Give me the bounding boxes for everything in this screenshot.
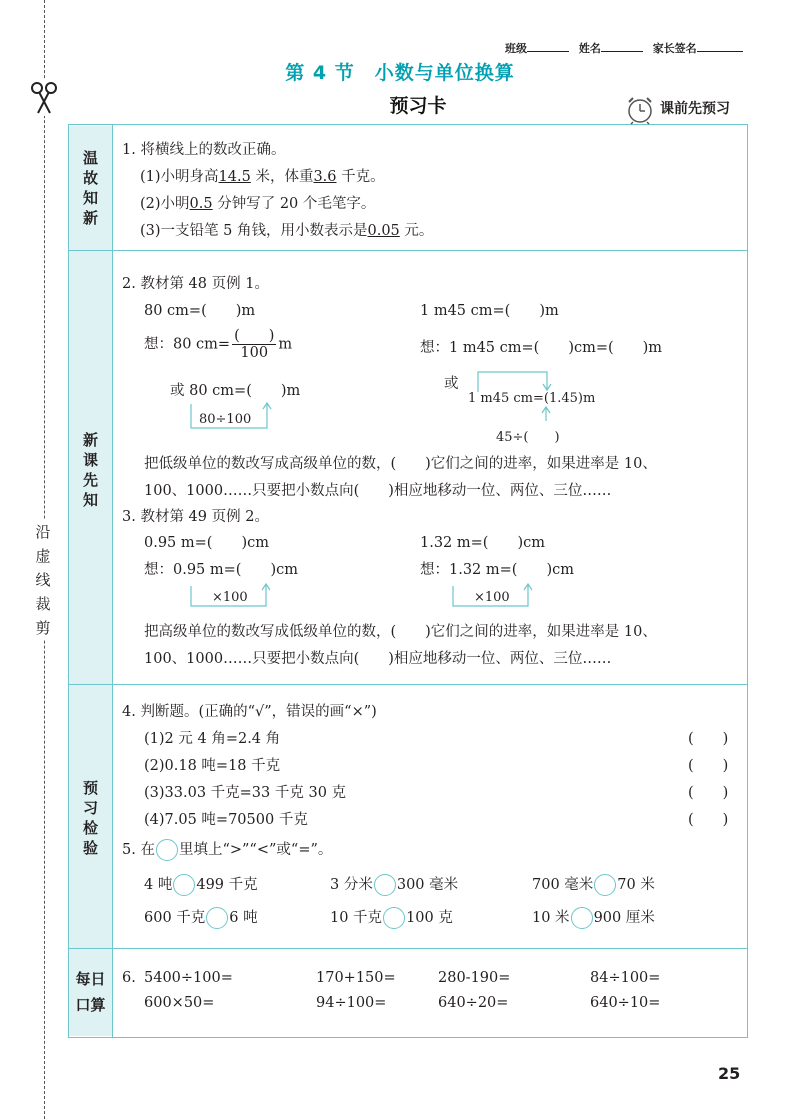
class-label: 班级 bbox=[505, 42, 527, 55]
label-char: 预 bbox=[82, 779, 98, 797]
text: 900 厘米 bbox=[593, 910, 655, 926]
scissors-icon bbox=[26, 80, 62, 116]
text: 元。 bbox=[399, 223, 434, 239]
q5-r1-c2 bbox=[330, 873, 458, 896]
compare-circle[interactable] bbox=[173, 874, 195, 896]
card-label: 预习卡 bbox=[372, 92, 464, 120]
underlined-value: 14.5 bbox=[218, 169, 251, 185]
q2-right-line2: 想：1 m45 cm=( )cm=( )m bbox=[420, 340, 663, 356]
text: 600 千克 bbox=[144, 910, 206, 926]
q2-rule-line1: 把低级单位的数改写成高级单位的数，( )它们之间的进率，如果进率是 10、 bbox=[144, 456, 657, 472]
q2-right-line3: 1 m45 cm=(1.45)m bbox=[468, 391, 596, 406]
q3-right-line2: 想：1.32 m=( )cm bbox=[420, 562, 574, 578]
q2-right-box-label: 45÷( ) bbox=[496, 430, 560, 445]
q2-left-line1: 80 cm=( )m bbox=[144, 303, 256, 319]
fraction-denominator: 100 bbox=[240, 345, 269, 361]
column-divider bbox=[112, 124, 113, 1038]
arrow-bottom bbox=[480, 405, 570, 425]
label-char: 知 bbox=[82, 491, 98, 509]
q5-r1-c1 bbox=[144, 873, 258, 896]
underlined-value: 0.5 bbox=[189, 196, 213, 212]
text: 千克。 bbox=[336, 169, 385, 185]
text: 5. 在 bbox=[122, 842, 155, 858]
q3-left-line1: 0.95 m=( )cm bbox=[144, 535, 269, 551]
text: 10 千克 bbox=[330, 910, 383, 926]
text: 分钟写了 20 个毛笔字。 bbox=[212, 196, 376, 212]
q3-rule-line1: 把高级单位的数改写成低级单位的数，( )它们之间的进率，如果进率是 10、 bbox=[144, 624, 657, 640]
arrow-top bbox=[470, 370, 560, 398]
text: 4 吨 bbox=[144, 877, 173, 893]
q6-r1-c1: 5400÷100= bbox=[144, 970, 233, 986]
text: 里填上“>”“<”或“=”。 bbox=[178, 842, 333, 858]
q6-r2-c1: 600×50= bbox=[144, 995, 215, 1011]
q4-answer-3[interactable]: ( ) bbox=[688, 785, 729, 801]
text: (3)一支铅笔 5 角钱，用小数表示是 bbox=[140, 223, 368, 239]
name-label: 姓名 bbox=[578, 42, 601, 55]
text: 10 米 bbox=[532, 910, 570, 926]
label-char: 故 bbox=[82, 169, 98, 187]
q4-item-3: (3)33.03 千克=33 千克 30 克 bbox=[144, 785, 347, 801]
label-char: 先 bbox=[82, 471, 98, 489]
q2-stem: 2. 教材第 48 页例 1。 bbox=[122, 276, 269, 292]
q1-item-2 bbox=[140, 192, 375, 213]
label-check bbox=[69, 778, 112, 858]
q4-stem: 4. 判断题。(正确的“√”，错误的画“×”) bbox=[122, 704, 377, 720]
q6-r1-c3: 280-190= bbox=[438, 970, 511, 986]
q4-answer-2[interactable]: ( ) bbox=[688, 758, 729, 774]
text: 499 千克 bbox=[196, 877, 258, 893]
fraction-numerator: ( ) bbox=[234, 328, 275, 344]
text: 想：80 cm= bbox=[144, 336, 231, 353]
q4-item-2: (2)0.18 吨=18 千克 bbox=[144, 758, 281, 774]
preview-caption: 课前先预习 bbox=[660, 101, 730, 117]
q4-answer-4[interactable]: ( ) bbox=[688, 812, 729, 828]
q3-left-line2: 想：0.95 m=( )cm bbox=[144, 562, 298, 578]
compare-circle[interactable] bbox=[374, 874, 396, 896]
label-char: 检 bbox=[82, 819, 98, 837]
alarm-clock-icon bbox=[624, 93, 656, 125]
q3-right-box-label: ×100 bbox=[474, 590, 510, 605]
q5-r2-c2 bbox=[330, 906, 453, 929]
divider bbox=[68, 948, 748, 949]
q4-item-4: (4)7.05 吨=70500 千克 bbox=[144, 812, 308, 828]
compare-circle[interactable] bbox=[594, 874, 616, 896]
label-char: 习 bbox=[82, 799, 98, 817]
cut-char: 剪 bbox=[35, 619, 51, 637]
underlined-value: 0.05 bbox=[367, 223, 400, 239]
circle-icon bbox=[156, 839, 178, 861]
cut-char: 虚 bbox=[35, 547, 51, 565]
divider bbox=[68, 684, 748, 685]
compare-circle[interactable] bbox=[383, 907, 405, 929]
fraction bbox=[232, 328, 276, 361]
q1-item-1 bbox=[140, 165, 385, 186]
text: (1)小明身高 bbox=[140, 169, 219, 185]
compare-circle[interactable] bbox=[206, 907, 228, 929]
q3-right-line1: 1.32 m=( )cm bbox=[420, 535, 545, 551]
text: (2)小明 bbox=[140, 196, 190, 212]
q6-r2-c4: 640÷10= bbox=[590, 995, 661, 1011]
label-char: 验 bbox=[82, 839, 98, 857]
text: m bbox=[278, 336, 293, 353]
q6-r1-c4: 84÷100= bbox=[590, 970, 661, 986]
q1-item-3 bbox=[140, 219, 433, 240]
label-new-lesson bbox=[69, 430, 112, 510]
q2-or-label: 或 bbox=[444, 376, 459, 392]
divider bbox=[68, 250, 748, 251]
q5-stem bbox=[122, 838, 332, 861]
text: 100 克 bbox=[406, 910, 453, 926]
parent-signature-label: 家长签名 bbox=[652, 42, 697, 55]
q6-r2-c2: 94÷100= bbox=[316, 995, 387, 1011]
q2-left-line2 bbox=[144, 328, 292, 361]
class-blank[interactable] bbox=[527, 51, 569, 52]
text: 米，体重 bbox=[250, 169, 314, 185]
q2-right-line1: 1 m45 cm=( )m bbox=[420, 303, 559, 319]
text: 6 吨 bbox=[229, 910, 258, 926]
q4-item-1: (1)2 元 4 角=2.4 角 bbox=[144, 731, 281, 747]
cut-char: 裁 bbox=[35, 595, 51, 613]
label-daily bbox=[69, 966, 112, 1018]
label-review bbox=[69, 148, 112, 228]
worksheet-frame bbox=[68, 124, 748, 1038]
text: 70 米 bbox=[617, 877, 655, 893]
text: 300 毫米 bbox=[396, 877, 459, 893]
cut-char: 线 bbox=[35, 571, 51, 589]
q3-rule-line2: 100、1000……只要把小数点向( )相应地移动一位、两位、三位…… bbox=[144, 651, 612, 667]
q5-r2-c3 bbox=[532, 906, 655, 929]
label-line: 口算 bbox=[75, 996, 106, 1014]
student-info bbox=[505, 40, 749, 56]
q5-r2-c1 bbox=[144, 906, 258, 929]
label-char: 温 bbox=[82, 149, 98, 167]
label-char: 新 bbox=[82, 431, 98, 449]
label-char: 课 bbox=[82, 451, 98, 469]
compare-circle[interactable] bbox=[571, 907, 593, 929]
label-char: 知 bbox=[82, 189, 98, 207]
name-blank[interactable] bbox=[601, 51, 643, 52]
q1-stem: 1. 将横线上的数改正确。 bbox=[122, 142, 286, 158]
q2-left-line3: 或 80 cm=( )m bbox=[170, 383, 301, 399]
q5-r1-c3 bbox=[532, 873, 655, 896]
text: 3 分米 bbox=[330, 877, 373, 893]
q3-left-box-label: ×100 bbox=[212, 590, 248, 605]
cut-instruction bbox=[28, 520, 58, 640]
q6-number: 6. bbox=[122, 970, 136, 986]
q2-left-box-label: 80÷100 bbox=[199, 412, 252, 427]
section-title: 第 4 节 小数与单位换算 bbox=[285, 62, 515, 84]
q2-rule-line2: 100、1000……只要把小数点向( )相应地移动一位、两位、三位…… bbox=[144, 483, 612, 499]
page-number: 25 bbox=[718, 1064, 741, 1083]
text: 700 毫米 bbox=[532, 877, 594, 893]
q3-stem: 3. 教材第 49 页例 2。 bbox=[122, 509, 269, 525]
label-char: 新 bbox=[82, 209, 98, 227]
q4-answer-1[interactable]: ( ) bbox=[688, 731, 729, 747]
q6-r1-c2: 170+150= bbox=[316, 970, 396, 986]
label-line: 每日 bbox=[75, 970, 106, 988]
parent-signature-blank[interactable] bbox=[697, 51, 743, 52]
cut-char: 沿 bbox=[35, 523, 51, 541]
q6-r2-c3: 640÷20= bbox=[438, 995, 509, 1011]
underlined-value: 3.6 bbox=[313, 169, 337, 185]
arrow-80-div-100 bbox=[190, 402, 280, 432]
